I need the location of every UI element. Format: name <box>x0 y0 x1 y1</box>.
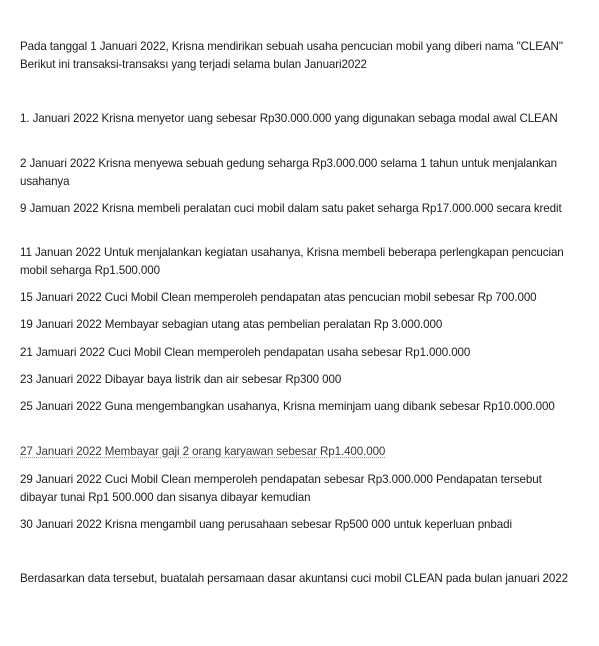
intro-paragraph: Pada tanggal 1 Januari 2022, Krisna mendirikan sebuah usaha pencucian mobil yang diberi nama "CLEAN" Berikut ini transaksi-transaksı yang terjadi selama bulan Januari2022 <box>20 40 563 71</box>
transaction-item-10: 27 Januari 2022 Membayar gaji 2 orang karyawan sebesar Rp1.400.000 <box>20 445 386 458</box>
question-paragraph: Berdasarkan data tersebut, buatalah persamaan dasar akuntansi cuci mobil CLEAN pada bulan januari 2022 <box>20 572 568 585</box>
transaction-item-8: 23 Januari 2022 Dibayar baya listrik dan air sebesar Rp300 000 <box>20 373 342 386</box>
transaction-item-1: 1. Januari 2022 Krisna menyetor uang sebesar Rp30.000.000 yang digunakan sebaga modal awal CLEAN <box>20 112 558 125</box>
transaction-item-6: 19 Januari 2022 Membayar sebagian utang atas pembelian peralatan Rp 3.000.000 <box>20 318 443 331</box>
transaction-item-3: 9 Jamuan 2022 Krisna membeli peralatan cuci mobil dalam satu paket seharga Rp17.000.000 secara kredit <box>20 202 562 215</box>
transaction-item-12: 30 Januari 2022 Krisna mengambil uang perusahaan sebesar Rp500 000 untuk keperluan pnbadi <box>20 518 512 531</box>
transaction-item-5: 15 Januari 2022 Cuci Mobil Clean memperoleh pendapatan atas pencucian mobil sebesar Rp 700.000 <box>20 291 537 304</box>
transaction-item-11: 29 Januari 2022 Cuci Mobil Clean memperoleh pendapatan sebesar Rp3.000.000 Pendapatan tersebut dibayar tunai Rp1 500.000 dan sisanya dibayar kemudian <box>20 473 542 504</box>
transaction-item-7: 21 Jamuari 2022 Cuci Mobil Clean memperoleh pendapatan usaha sebesar Rp1.000.000 <box>20 346 471 359</box>
transaction-item-4: 11 Januan 2022 Untuk menjalankan kegiatan usahanya, Krisna membeli beberapa perlengkapan pencucian mobil seharga Rp1.500.000 <box>20 246 564 277</box>
transaction-item-2: 2 Januari 2022 Krisna menyewa sebuah gedung seharga Rp3.000.000 selama 1 tahun untuk menjalankan usahanya <box>20 157 557 188</box>
transaction-item-9: 25 Januari 2022 Guna mengembangkan usahanya, Krisna meminjam uang dibank sebesar Rp10.000.000 <box>20 400 555 413</box>
